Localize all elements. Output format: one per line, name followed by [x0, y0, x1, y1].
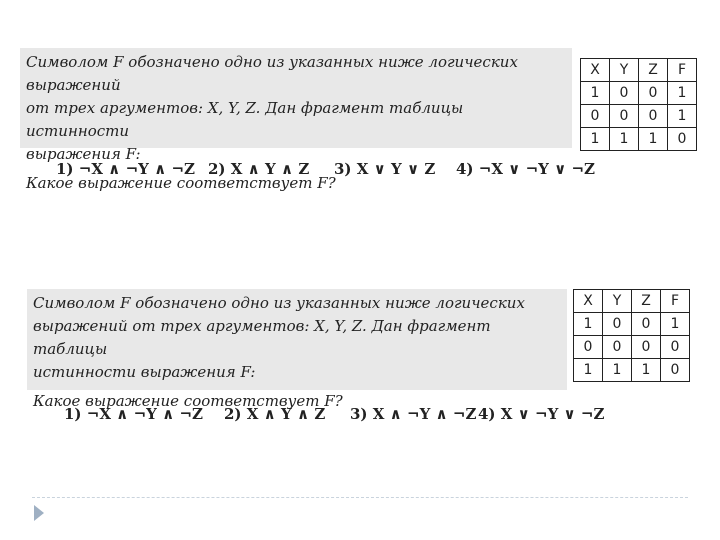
table-header-cell: Y	[610, 59, 639, 82]
table-header-cell: Y	[603, 290, 632, 313]
table-cell: 0	[661, 336, 690, 359]
table-cell: 0	[668, 128, 697, 151]
table-cell: 0	[610, 82, 639, 105]
table-cell: 0	[639, 105, 668, 128]
table-cell: 1	[610, 128, 639, 151]
table-cell: 1	[632, 359, 661, 382]
answer-options-1	[56, 160, 656, 182]
question-line: истинности выражения F:	[33, 363, 256, 381]
table-cell: 1	[574, 359, 603, 382]
question-ask: Какое выражение соответствует F?	[26, 174, 336, 192]
answer-option: 4) X ∨ ¬Y ∨ ¬Z	[478, 405, 605, 423]
truth-table-2	[573, 289, 690, 382]
table-row	[574, 313, 690, 336]
table-cell: 1	[668, 105, 697, 128]
answer-option: 1) ¬X ∧ ¬Y ∧ ¬Z	[64, 405, 204, 423]
table-cell: 0	[574, 336, 603, 359]
answer-option: 4) ¬X ∨ ¬Y ∨ ¬Z	[456, 160, 596, 178]
question-line: от трех аргументов: X, Y, Z. Дан фрагмент таблицы истинности	[26, 99, 464, 140]
table-cell: 0	[603, 336, 632, 359]
question-line: выражения F:	[26, 145, 141, 163]
table-row	[581, 105, 697, 128]
table-header-row	[581, 59, 697, 82]
table-header-cell: Z	[632, 290, 661, 313]
answer-option: 1) ¬X ∧ ¬Y ∧ ¬Z	[56, 160, 196, 178]
answer-option: 2) X ∧ Y ∧ Z	[208, 160, 310, 178]
table-cell: 0	[639, 82, 668, 105]
table-header-cell: Z	[639, 59, 668, 82]
table-cell: 1	[581, 82, 610, 105]
table-cell: 1	[668, 82, 697, 105]
table-cell: 1	[639, 128, 668, 151]
table-cell: 0	[581, 105, 610, 128]
table-header-cell: F	[661, 290, 690, 313]
table-cell: 0	[632, 313, 661, 336]
table-cell: 0	[632, 336, 661, 359]
answer-option: 3) X ∨ Y ∨ Z	[334, 160, 436, 178]
question-line: Символом F обозначено одно из указанных ниже логических выражений	[26, 53, 518, 94]
table-row	[574, 359, 690, 382]
table-cell: 0	[610, 105, 639, 128]
truth-table-1	[580, 58, 697, 151]
answer-option: 2) X ∧ Y ∧ Z	[224, 405, 326, 423]
table-row	[581, 82, 697, 105]
table-row	[581, 128, 697, 151]
question-ask: Какое выражение соответствует F?	[33, 392, 343, 410]
table-row	[574, 336, 690, 359]
table-cell: 0	[661, 359, 690, 382]
table-cell: 1	[661, 313, 690, 336]
slide-triangle-icon	[34, 505, 44, 521]
table-cell: 1	[581, 128, 610, 151]
table-cell: 0	[603, 313, 632, 336]
answer-options-2	[64, 405, 664, 427]
table-header-cell: X	[581, 59, 610, 82]
table-header-cell: F	[668, 59, 697, 82]
table-cell: 1	[574, 313, 603, 336]
slide-divider	[32, 497, 688, 498]
table-header-cell: X	[574, 290, 603, 313]
question-line: Символом F обозначено одно из указанных ниже логических	[33, 294, 525, 312]
table-header-row	[574, 290, 690, 313]
answer-option: 3) X ∧ ¬Y ∧ ¬Z	[350, 405, 477, 423]
table-cell: 1	[603, 359, 632, 382]
question-line: выражений от трех аргументов: X, Y, Z. Дан фрагмент таблицы	[33, 317, 491, 358]
question-2-text	[27, 289, 567, 410]
